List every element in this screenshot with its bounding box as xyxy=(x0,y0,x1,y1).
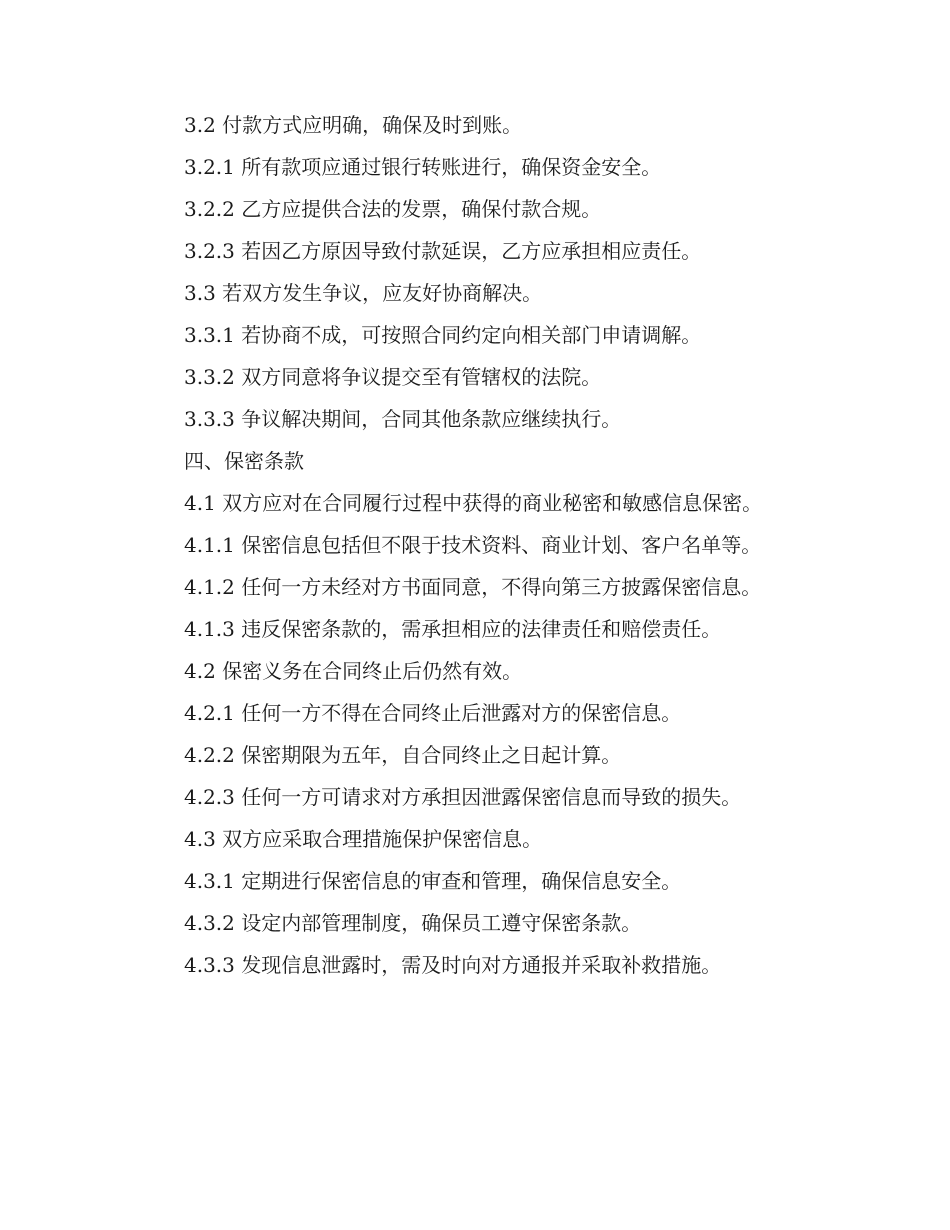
clause-4-2-2: 4.2.2 保密期限为五年，自合同终止之日起计算。 xyxy=(184,743,622,767)
clause-4-1-2: 4.1.2 任何一方未经对方书面同意，不得向第三方披露保密信息。 xyxy=(184,575,762,599)
clause-3-2-2: 3.2.2 乙方应提供合法的发票，确保付款合规。 xyxy=(184,197,602,221)
clause-3-2-3: 3.2.3 若因乙方原因导致付款延误，乙方应承担相应责任。 xyxy=(184,239,702,263)
clause-4-2-3: 4.2.3 任何一方可请求对方承担因泄露保密信息而导致的损失。 xyxy=(184,785,742,809)
clause-3-3-2: 3.3.2 双方同意将争议提交至有管辖权的法院。 xyxy=(184,365,602,389)
clause-4-1-3: 4.1.3 违反保密条款的，需承担相应的法律责任和赔偿责任。 xyxy=(184,617,722,641)
clause-3-3: 3.3 若双方发生争议，应友好协商解决。 xyxy=(184,281,543,305)
clause-4-3-1: 4.3.1 定期进行保密信息的审查和管理，确保信息安全。 xyxy=(184,869,682,893)
clause-4-1: 4.1 双方应对在合同履行过程中获得的商业秘密和敏感信息保密。 xyxy=(184,491,763,515)
clause-3-3-3: 3.3.3 争议解决期间，合同其他条款应继续执行。 xyxy=(184,407,622,431)
clause-4-3-2: 4.3.2 设定内部管理制度，确保员工遵守保密条款。 xyxy=(184,911,642,935)
document-body xyxy=(142,104,802,986)
clause-3-2: 3.2 付款方式应明确，确保及时到账。 xyxy=(184,113,523,137)
clause-4-1-1: 4.1.1 保密信息包括但不限于技术资料、商业计划、客户名单等。 xyxy=(184,533,762,557)
clause-4-3-3: 4.3.3 发现信息泄露时，需及时向对方通报并采取补救措施。 xyxy=(184,953,722,977)
clause-3-3-1: 3.3.1 若协商不成，可按照合同约定向相关部门申请调解。 xyxy=(184,323,702,347)
clause-4-2: 4.2 保密义务在合同终止后仍然有效。 xyxy=(184,659,523,683)
clause-4-3: 4.3 双方应采取合理措施保护保密信息。 xyxy=(184,827,543,851)
clause-3-2-1: 3.2.1 所有款项应通过银行转账进行，确保资金安全。 xyxy=(184,155,662,179)
clause-4-2-1: 4.2.1 任何一方不得在合同终止后泄露对方的保密信息。 xyxy=(184,701,682,725)
section-heading-4: 四、保密条款 xyxy=(184,449,304,473)
